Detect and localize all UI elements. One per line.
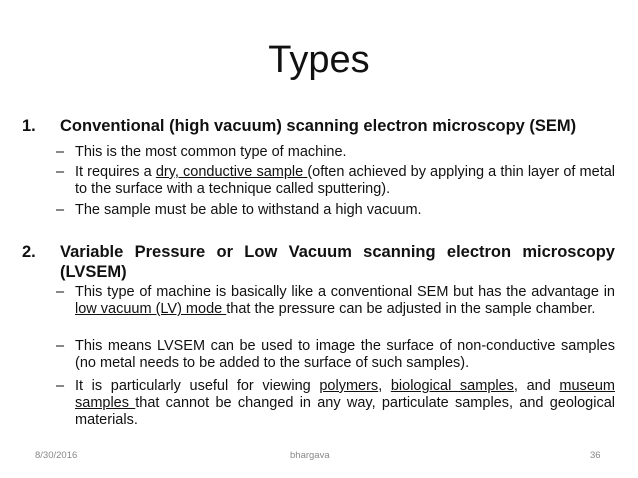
text-run: that cannot be changed in any way, particulate samples, and geological materials.: [75, 395, 615, 428]
underlined-term: low vacuum (LV) mode: [75, 301, 227, 317]
section-1-heading: Conventional (high vacuum) scanning electron microscopy (SEM): [60, 117, 577, 135]
text-run: This type of machine is basically like a conventional SEM but has the advantage in: [75, 284, 615, 300]
text-run: , and: [513, 378, 560, 394]
section-1-bullet-2: [75, 164, 615, 198]
text-run: that the pressure can be adjusted in the sample chamber.: [226, 301, 596, 317]
footer-page-number: 36: [590, 450, 601, 461]
text-run: It is particularly useful for viewing: [75, 378, 320, 394]
slide-title: Types: [268, 39, 370, 81]
bullet-dash: –: [56, 164, 65, 180]
bullet-dash: –: [56, 202, 65, 218]
bullet-dash: –: [56, 378, 65, 394]
text-run: It requires a: [75, 164, 156, 180]
section-1-bullet-1: This is the most common type of machine.: [75, 144, 347, 160]
underlined-term: museum samples: [75, 378, 616, 411]
bullet-dash: –: [56, 144, 65, 160]
underlined-term: polymers: [319, 378, 379, 394]
text-run: (often achieved by applying a thin layer of metal to the surface with a technique called sputtering).: [75, 164, 616, 197]
footer-date: 8/30/2016: [35, 450, 78, 461]
section-2-bullet-1: [75, 284, 615, 318]
text-run: ,: [378, 378, 391, 394]
section-1-number: 1.: [22, 117, 36, 135]
underlined-term: biological samples: [390, 378, 514, 394]
section-2-bullet-3: [75, 378, 615, 429]
bullet-dash: –: [56, 284, 65, 300]
footer-author: bhargava: [290, 450, 330, 461]
underlined-term: dry, conductive sample: [155, 164, 308, 180]
bullet-dash: –: [56, 338, 65, 354]
section-2-number: 2.: [22, 243, 36, 261]
section-2-bullet-2: This means LVSEM can be used to image the surface of non-conductive samples (no metal needs to be added to the surface of such samples).: [75, 338, 615, 371]
section-2-heading: Variable Pressure or Low Vacuum scanning electron microscopy (LVSEM): [60, 243, 615, 281]
section-1-bullet-3: The sample must be able to withstand a high vacuum.: [75, 202, 422, 218]
